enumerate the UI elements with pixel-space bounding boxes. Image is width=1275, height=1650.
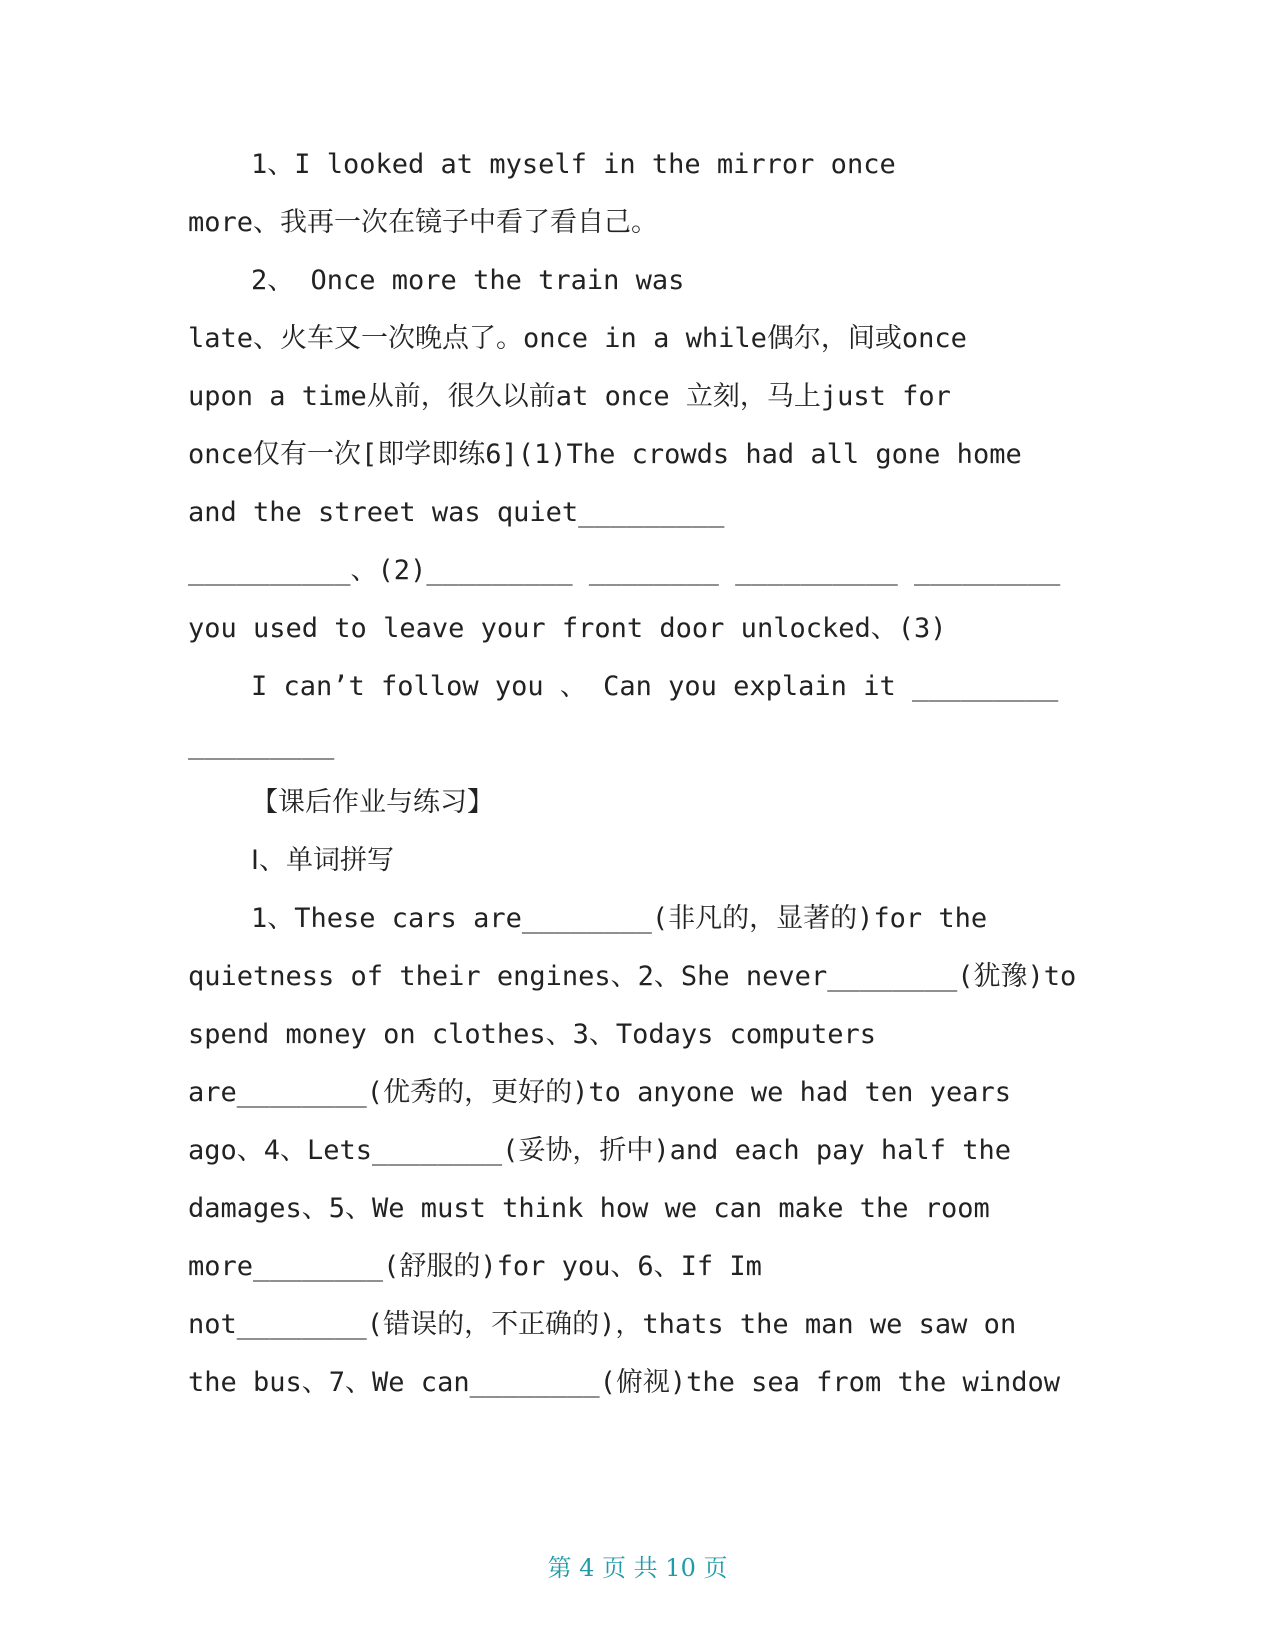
text-line: quietness of their engines、2、She never________(犹豫)to — [188, 961, 1077, 992]
text-line: not________(错误的，不正确的)，thats the man we saw on — [188, 1309, 1017, 1340]
text-line: upon a time从前，很久以前at once 立刻，马上just for — [188, 381, 951, 412]
text-line: late、火车又一次晚点了。once in a while偶尔，间或once — [188, 323, 967, 354]
section-heading: 【课后作业与练习】 — [251, 787, 494, 818]
page-number-footer: 第 4 页 共 10 页 — [547, 1554, 728, 1582]
text-line: and the street was quiet_________ — [188, 497, 725, 528]
text-line: I can’t follow you 、 Can you explain it _________ — [251, 671, 1059, 702]
text-line: spend money on clothes、3、Todays computers — [188, 1019, 876, 1050]
subsection-heading: Ⅰ、单词拼写 — [251, 845, 394, 876]
text-line: are________(优秀的，更好的)to anyone we had ten years — [188, 1077, 1011, 1108]
text-line: ago、4、Lets________(妥协，折中)and each pay half the — [188, 1135, 1011, 1166]
text-line: _________ — [188, 729, 335, 760]
text-line: more、我再一次在镜子中看了看自己。 — [188, 207, 659, 238]
text-line: 1、These cars are________(非凡的，显著的)for the — [251, 903, 988, 934]
text-line: damages、5、We must think how we can make the room — [188, 1193, 990, 1224]
text-line: 2、 Once more the train was — [251, 265, 685, 296]
text-line: more________(舒服的)for you、6、If Im — [188, 1251, 762, 1282]
text-line: __________、(2)_________ ________ __________ _________ — [188, 555, 1061, 586]
text-line: once仅有一次[即学即练6](1)The crowds had all gone home — [188, 439, 1022, 470]
text-line: you used to leave your front door unlocked、(3) — [188, 613, 947, 644]
text-line: the bus、7、We can________(俯视)the sea from the window — [188, 1367, 1061, 1398]
text-line: 1、I looked at myself in the mirror once — [251, 149, 896, 180]
